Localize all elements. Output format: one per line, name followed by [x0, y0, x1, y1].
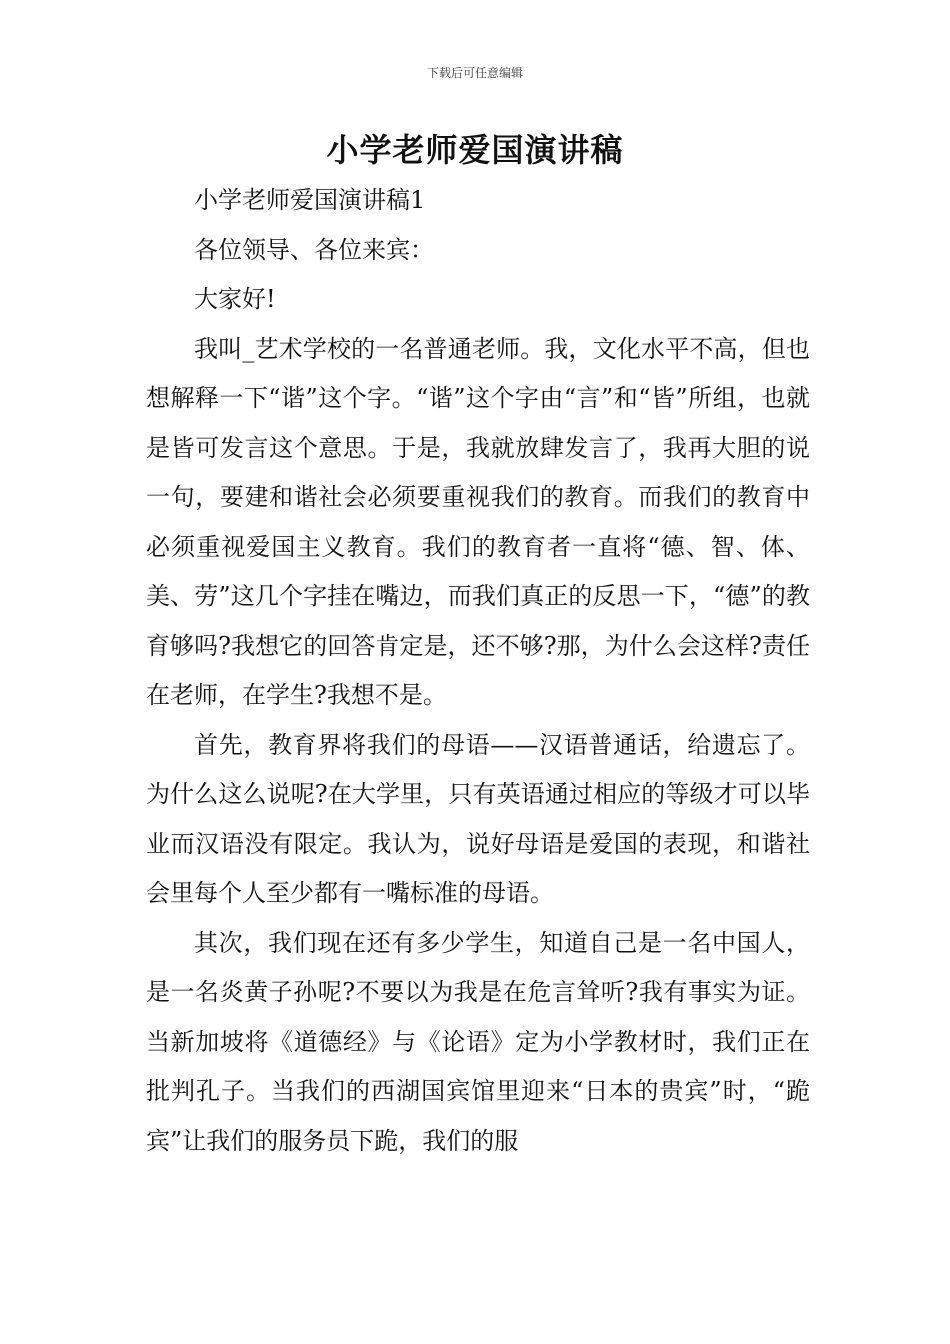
- paragraph: 首先，教育界将我们的母语——汉语普通话，给遗忘了。为什么这么说呢?在大学里，只有英语通过相应的等级才可以毕业而汉语没有限定。我认为，说好母语是爱国的表现，和谐社会里每个人至少都有一嘴标准的母语。: [146, 730, 810, 907]
- header-note: 下载后可任意编辑: [426, 66, 523, 80]
- document-title: 小学老师爱国演讲稿: [326, 131, 624, 169]
- paragraph: 其次，我们现在还有多少学生，知道自己是一名中国人，是一名炎黄子孙呢?不要以为我是在危言耸听?我有事实为证。当新加坡将《道德经》与《论语》定为小学教材时，我们正在批判孔子。当我们的西湖国宾馆里迎来“日本的贵宾”时，“跪宾”让我们的服务员下跪，我们的服: [146, 928, 810, 1155]
- paragraph: 我叫_艺术学校的一名普通老师。我，文化水平不高，但也想解释一下“谐”这个字。“谐”这个字由“言”和“皆”所组，也就是皆可发言这个意思。于是，我就放肆发言了，我再大胆的说一句，要建和谐社会必须要重视我们的教育。而我们的教育中必须重视爱国主义教育。我们的教育者一直将“德、智、体、美、劳”这几个字挂在嘴边，而我们真正的反思一下，“德”的教育够吗?我想它的回答肯定是，还不够?那，为什么会这样?责任在老师，在学生?我想不是。: [146, 334, 810, 709]
- paragraph-salutation: 各位领导、各位来宾：: [194, 235, 434, 264]
- paragraph-greeting: 大家好!: [194, 285, 276, 313]
- paragraph-subtitle: 小学老师爱国演讲稿1: [194, 186, 426, 214]
- document-body: [146, 176, 810, 1166]
